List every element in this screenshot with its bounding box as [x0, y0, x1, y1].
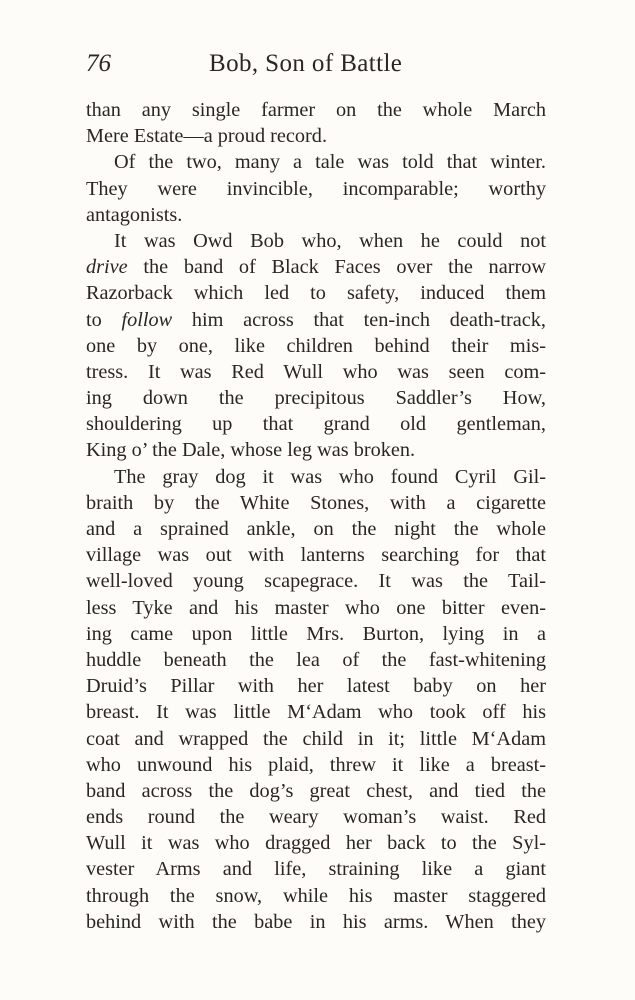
running-title: Bob, Son of Battle: [209, 50, 403, 77]
italic-word: drive: [86, 256, 128, 279]
body-text: [86, 97, 546, 935]
text-line: band across the dog’s great chest, and tied the: [86, 779, 546, 802]
text-line: coat and wrapped the child in it; little M‘Adam: [86, 727, 546, 750]
text-line: They were invincible, incomparable; worthy: [86, 177, 546, 200]
text-line: Of the two, many a tale was told that winter.: [114, 151, 546, 174]
text-line: ends round the weary woman’s waist. Red: [86, 806, 546, 829]
text-line-rest: the band of Black Faces over the narrow: [127, 256, 546, 279]
page-number: 76: [86, 50, 111, 77]
text-line: behind with the babe in his arms. When they: [86, 910, 546, 933]
text-line: less Tyke and his master who one bitter even-: [86, 596, 546, 619]
text-line: who unwound his plaid, threw it like a breast-: [86, 753, 546, 776]
text-line: huddle beneath the lea of the fast-whitening: [86, 648, 546, 671]
running-head: [86, 46, 546, 82]
text-line: breast. It was little M‘Adam who took off his: [86, 701, 546, 724]
text-line: King o’ the Dale, whose leg was broken.: [86, 439, 416, 462]
text-line: than any single farmer on the whole March: [86, 99, 546, 121]
text-line: [86, 254, 546, 280]
text-line: tress. It was Red Wull who was seen com-: [86, 360, 546, 383]
text-line: shouldering up that grand old gentleman,: [86, 413, 546, 436]
text-line: and a sprained ankle, on the night the whole: [86, 518, 546, 540]
text-line: Druid’s Pillar with her latest baby on her: [86, 675, 546, 698]
text-line: [86, 307, 546, 333]
text-line-lead: to: [86, 308, 122, 331]
text-line: Wull it was who dragged her back to the Syl-: [86, 832, 546, 855]
text-line: It was Owd Bob who, when he could not: [114, 229, 546, 252]
text-line: The gray dog it was who found Cyril Gil-: [114, 465, 546, 488]
text-line: antagonists.: [86, 203, 183, 226]
text-line: braith by the White Stones, with a cigarette: [86, 491, 546, 514]
text-line: Razorback which led to safety, induced them: [86, 282, 546, 305]
text-line: one by one, like children behind their mis-: [86, 334, 546, 357]
text-line: Mere Estate—a proud record.: [86, 125, 328, 148]
text-line: vester Arms and life, straining like a giant: [86, 858, 546, 881]
text-line: well-loved young scapegrace. It was the Tail-: [86, 570, 546, 593]
italic-word: follow: [121, 308, 173, 331]
text-line: ing down the precipitous Saddler’s How,: [86, 387, 546, 410]
text-line: village was out with lanterns searching for that: [86, 544, 546, 567]
text-line: through the snow, while his master staggered: [86, 884, 546, 907]
text-line-rest: him across that ten-inch death-track,: [172, 308, 546, 331]
text-line: ing came upon little Mrs. Burton, lying in a: [86, 622, 546, 645]
